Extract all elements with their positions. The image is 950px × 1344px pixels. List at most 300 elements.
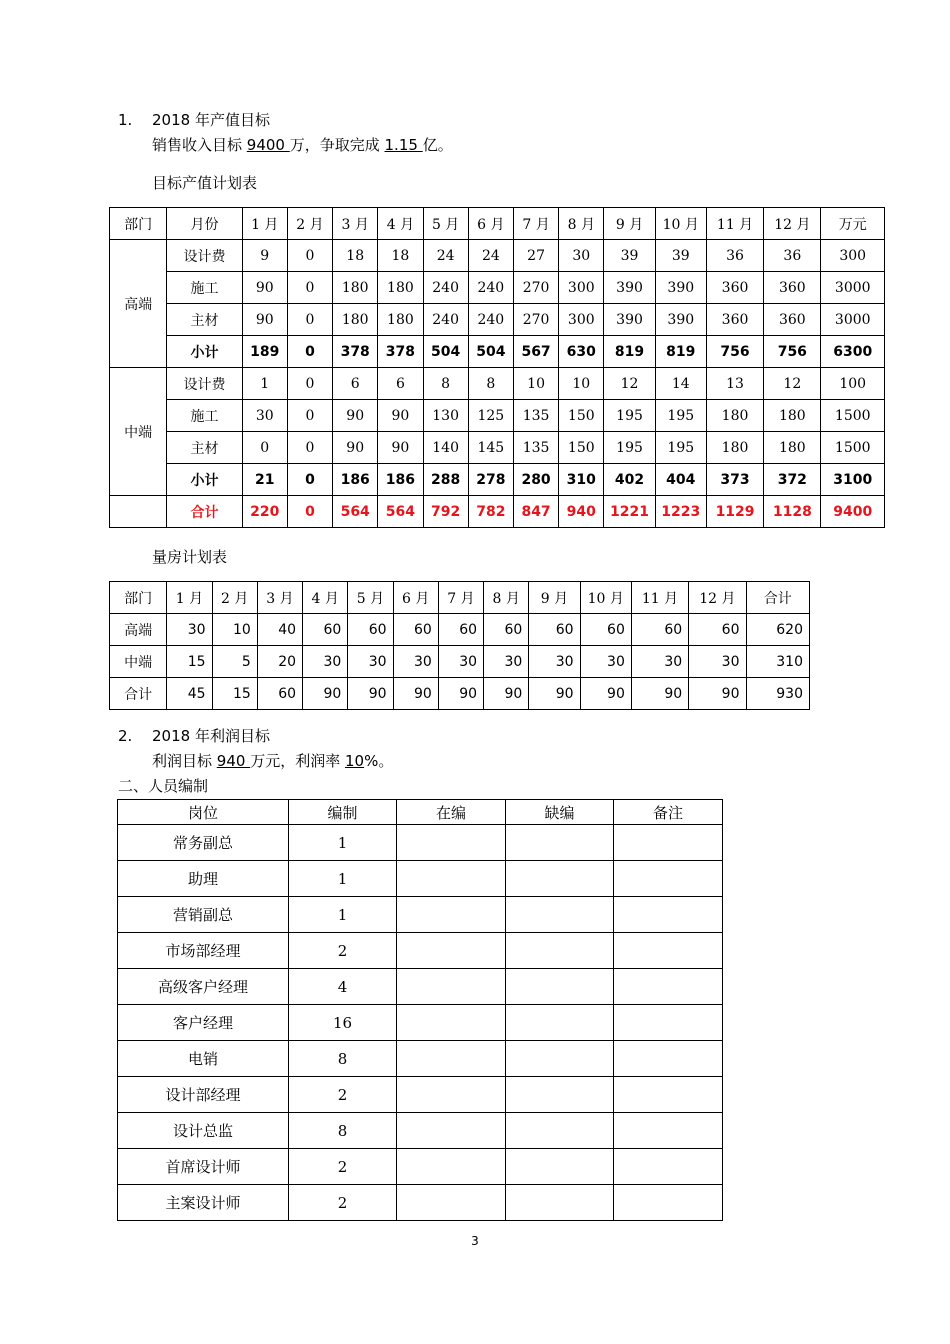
- section2-line: [152, 751, 393, 771]
- value-cell: 18: [333, 240, 378, 272]
- value-cell: 60: [529, 614, 580, 646]
- column-header: 9 月: [604, 208, 655, 240]
- table1-caption: 目标产值计划表: [152, 174, 258, 192]
- value-cell: 372: [764, 464, 821, 496]
- value-cell: 140: [423, 432, 468, 464]
- value-cell: 10: [559, 368, 604, 400]
- value-cell: 189: [242, 336, 287, 368]
- value-cell: 180: [333, 272, 378, 304]
- value-cell: 30: [689, 646, 746, 678]
- in-post-cell: [397, 897, 506, 933]
- table-row: [110, 678, 810, 710]
- value-cell: 940: [559, 496, 604, 528]
- remark-cell: [614, 861, 723, 897]
- value-cell: 27: [513, 240, 558, 272]
- value-cell: 195: [604, 400, 655, 432]
- remark-cell: [614, 969, 723, 1005]
- column-header: 10 月: [655, 208, 706, 240]
- value-cell: 10: [212, 614, 257, 646]
- value-cell: 3000: [821, 272, 885, 304]
- table-row: [110, 400, 885, 432]
- revenue-target: 9400: [246, 136, 290, 154]
- column-header: 万元: [821, 208, 885, 240]
- table-row: [118, 1005, 723, 1041]
- column-header: 编制: [289, 800, 397, 825]
- value-cell: 30: [242, 400, 287, 432]
- value-cell: 60: [303, 614, 348, 646]
- table-row: [118, 1149, 723, 1185]
- value-cell: 1129: [706, 496, 763, 528]
- value-cell: 390: [604, 304, 655, 336]
- value-cell: 504: [423, 336, 468, 368]
- value-cell: 60: [438, 614, 483, 646]
- value-cell: 12: [604, 368, 655, 400]
- column-header: 2 月: [212, 582, 257, 614]
- quota-cell: 8: [289, 1113, 397, 1149]
- value-cell: 145: [468, 432, 513, 464]
- quota-cell: 8: [289, 1041, 397, 1077]
- value-cell: 819: [604, 336, 655, 368]
- value-cell: 402: [604, 464, 655, 496]
- value-cell: 3100: [821, 464, 885, 496]
- value-cell: 20: [257, 646, 302, 678]
- table-header-row: [110, 582, 810, 614]
- value-cell: 60: [631, 614, 688, 646]
- profit-label: 利润目标: [152, 752, 217, 770]
- post-cell: 设计部经理: [118, 1077, 289, 1113]
- vacancy-cell: [506, 1041, 614, 1077]
- in-post-cell: [397, 1005, 506, 1041]
- row-label: 主材: [167, 432, 242, 464]
- value-cell: 12: [764, 368, 821, 400]
- value-cell: 270: [513, 272, 558, 304]
- table-header-row: [110, 208, 885, 240]
- quota-cell: 16: [289, 1005, 397, 1041]
- column-header: 6 月: [393, 582, 438, 614]
- value-cell: 300: [821, 240, 885, 272]
- value-cell: 8: [468, 368, 513, 400]
- value-cell: 280: [513, 464, 558, 496]
- value-cell: 756: [706, 336, 763, 368]
- table-row: [118, 861, 723, 897]
- value-cell: 90: [484, 678, 529, 710]
- in-post-cell: [397, 825, 506, 861]
- value-cell: 30: [631, 646, 688, 678]
- section1-number: 1.: [118, 111, 133, 129]
- in-post-cell: [397, 1041, 506, 1077]
- table-row: [118, 1077, 723, 1113]
- value-cell: 135: [513, 400, 558, 432]
- value-cell: 1: [242, 368, 287, 400]
- value-cell: 90: [393, 678, 438, 710]
- value-cell: 90: [378, 400, 423, 432]
- post-cell: 助理: [118, 861, 289, 897]
- vacancy-cell: [506, 1113, 614, 1149]
- value-cell: 180: [706, 400, 763, 432]
- column-header: 4 月: [303, 582, 348, 614]
- value-cell: 15: [167, 646, 212, 678]
- dept-cell: 合计: [110, 678, 167, 710]
- vacancy-cell: [506, 1077, 614, 1113]
- column-header: 合计: [746, 582, 810, 614]
- vacancy-cell: [506, 825, 614, 861]
- value-cell: 360: [706, 272, 763, 304]
- value-cell: 10: [513, 368, 558, 400]
- value-cell: 278: [468, 464, 513, 496]
- table-row: [118, 969, 723, 1005]
- value-cell: 9400: [821, 496, 885, 528]
- value-cell: 390: [655, 304, 706, 336]
- value-cell: 39: [655, 240, 706, 272]
- column-header: 7 月: [513, 208, 558, 240]
- value-cell: 300: [559, 304, 604, 336]
- value-cell: 60: [580, 614, 631, 646]
- column-header: 4 月: [378, 208, 423, 240]
- in-post-cell: [397, 1077, 506, 1113]
- value-cell: 792: [423, 496, 468, 528]
- in-post-cell: [397, 1149, 506, 1185]
- row-label: 设计费: [167, 368, 242, 400]
- value-cell: 240: [423, 272, 468, 304]
- section2-number: 2.: [118, 727, 133, 745]
- dept-cell: 中端: [110, 368, 167, 496]
- column-header: 在编: [397, 800, 506, 825]
- dept-cell: 高端: [110, 614, 167, 646]
- value-cell: 90: [631, 678, 688, 710]
- value-cell: 45: [167, 678, 212, 710]
- dept-cell: [110, 496, 167, 528]
- value-cell: 180: [706, 432, 763, 464]
- value-cell: 186: [378, 464, 423, 496]
- value-cell: 180: [378, 272, 423, 304]
- value-cell: 30: [167, 614, 212, 646]
- row-label: 小计: [167, 336, 242, 368]
- value-cell: 0: [287, 496, 332, 528]
- value-cell: 6: [378, 368, 423, 400]
- profit-rate: 10: [344, 752, 365, 770]
- profit-mid: 万元，利润率: [250, 752, 345, 770]
- table-header-row: [118, 800, 723, 825]
- value-cell: 819: [655, 336, 706, 368]
- value-cell: 0: [287, 336, 332, 368]
- table2-caption: 量房计划表: [152, 548, 228, 566]
- vacancy-cell: [506, 1185, 614, 1221]
- vacancy-cell: [506, 1005, 614, 1041]
- value-cell: 9: [242, 240, 287, 272]
- value-cell: 404: [655, 464, 706, 496]
- column-header: 岗位: [118, 800, 289, 825]
- value-cell: 195: [655, 400, 706, 432]
- value-cell: 5: [212, 646, 257, 678]
- value-cell: 0: [287, 240, 332, 272]
- in-post-cell: [397, 1113, 506, 1149]
- value-cell: 30: [303, 646, 348, 678]
- value-cell: 1128: [764, 496, 821, 528]
- value-cell: 186: [333, 464, 378, 496]
- row-label: 小计: [167, 464, 242, 496]
- value-cell: 15: [212, 678, 257, 710]
- value-cell: 18: [378, 240, 423, 272]
- total-row: [110, 496, 885, 528]
- table-row: [118, 1185, 723, 1221]
- value-cell: 390: [655, 272, 706, 304]
- value-cell: 288: [423, 464, 468, 496]
- column-header: 8 月: [559, 208, 604, 240]
- vacancy-cell: [506, 933, 614, 969]
- value-cell: 30: [559, 240, 604, 272]
- table-row: [110, 464, 885, 496]
- table-row: [110, 336, 885, 368]
- table-row: [118, 1113, 723, 1149]
- column-header: 备注: [614, 800, 723, 825]
- profit-target: 940: [216, 752, 251, 770]
- quota-cell: 4: [289, 969, 397, 1005]
- section3-title: 二、人员编制: [118, 777, 209, 795]
- in-post-cell: [397, 933, 506, 969]
- quota-cell: 1: [289, 825, 397, 861]
- value-cell: 30: [393, 646, 438, 678]
- value-cell: 90: [333, 400, 378, 432]
- value-cell: 39: [604, 240, 655, 272]
- value-cell: 21: [242, 464, 287, 496]
- value-cell: 1221: [604, 496, 655, 528]
- row-label: 施工: [167, 272, 242, 304]
- column-header: 7 月: [438, 582, 483, 614]
- measure-plan-table: [109, 581, 810, 710]
- quota-cell: 1: [289, 897, 397, 933]
- column-header: 10 月: [580, 582, 631, 614]
- section1-title: 2018 年产值目标: [152, 111, 270, 129]
- value-cell: 180: [378, 304, 423, 336]
- value-cell: 90: [303, 678, 348, 710]
- value-cell: 0: [242, 432, 287, 464]
- value-cell: 90: [242, 304, 287, 336]
- quota-cell: 2: [289, 933, 397, 969]
- remark-cell: [614, 1113, 723, 1149]
- remark-cell: [614, 1185, 723, 1221]
- remark-cell: [614, 897, 723, 933]
- quota-cell: 1: [289, 861, 397, 897]
- column-header: 3 月: [257, 582, 302, 614]
- table-row: [118, 825, 723, 861]
- value-cell: 1500: [821, 432, 885, 464]
- value-cell: 150: [559, 432, 604, 464]
- table-row: [110, 614, 810, 646]
- value-cell: 360: [706, 304, 763, 336]
- row-label: 合计: [167, 496, 242, 528]
- post-cell: 主案设计师: [118, 1185, 289, 1221]
- revenue-suffix: 亿。: [422, 136, 453, 154]
- post-cell: 客户经理: [118, 1005, 289, 1041]
- row-label: 施工: [167, 400, 242, 432]
- quota-cell: 2: [289, 1149, 397, 1185]
- value-cell: 60: [484, 614, 529, 646]
- value-cell: 6: [333, 368, 378, 400]
- in-post-cell: [397, 969, 506, 1005]
- value-cell: 1223: [655, 496, 706, 528]
- value-cell: 195: [604, 432, 655, 464]
- value-cell: 13: [706, 368, 763, 400]
- value-cell: 240: [423, 304, 468, 336]
- column-header: 2 月: [287, 208, 332, 240]
- value-cell: 567: [513, 336, 558, 368]
- value-cell: 135: [513, 432, 558, 464]
- remark-cell: [614, 1041, 723, 1077]
- column-header: 6 月: [468, 208, 513, 240]
- vacancy-cell: [506, 1149, 614, 1185]
- value-cell: 30: [438, 646, 483, 678]
- vacancy-cell: [506, 861, 614, 897]
- section1-line: [152, 135, 453, 155]
- revenue-label: 销售收入目标: [152, 136, 247, 154]
- table-row: [110, 304, 885, 336]
- value-cell: 60: [393, 614, 438, 646]
- column-header: 1 月: [242, 208, 287, 240]
- dept-cell: 高端: [110, 240, 167, 368]
- value-cell: 150: [559, 400, 604, 432]
- value-cell: 0: [287, 368, 332, 400]
- column-header: 5 月: [348, 582, 393, 614]
- value-cell: 300: [559, 272, 604, 304]
- remark-cell: [614, 1005, 723, 1041]
- post-cell: 营销副总: [118, 897, 289, 933]
- value-cell: 90: [529, 678, 580, 710]
- value-cell: 90: [378, 432, 423, 464]
- value-cell: 220: [242, 496, 287, 528]
- value-cell: 310: [746, 646, 810, 678]
- value-cell: 847: [513, 496, 558, 528]
- in-post-cell: [397, 1185, 506, 1221]
- value-cell: 36: [764, 240, 821, 272]
- value-cell: 60: [689, 614, 746, 646]
- value-cell: 360: [764, 272, 821, 304]
- value-cell: 373: [706, 464, 763, 496]
- value-cell: 270: [513, 304, 558, 336]
- staffing-table: [117, 799, 723, 1221]
- value-cell: 30: [529, 646, 580, 678]
- value-cell: 564: [333, 496, 378, 528]
- quota-cell: 2: [289, 1185, 397, 1221]
- section2-title: 2018 年利润目标: [152, 727, 270, 745]
- vacancy-cell: [506, 969, 614, 1005]
- column-header: 部门: [110, 582, 167, 614]
- value-cell: 30: [348, 646, 393, 678]
- value-cell: 930: [746, 678, 810, 710]
- table-row: [118, 933, 723, 969]
- value-cell: 378: [333, 336, 378, 368]
- post-cell: 市场部经理: [118, 933, 289, 969]
- remark-cell: [614, 825, 723, 861]
- value-cell: 0: [287, 400, 332, 432]
- revenue-stretch: 1.15: [384, 136, 423, 154]
- post-cell: 高级客户经理: [118, 969, 289, 1005]
- value-cell: 390: [604, 272, 655, 304]
- value-cell: 0: [287, 432, 332, 464]
- value-cell: 360: [764, 304, 821, 336]
- value-cell: 378: [378, 336, 423, 368]
- value-cell: 0: [287, 464, 332, 496]
- value-cell: 756: [764, 336, 821, 368]
- value-cell: 100: [821, 368, 885, 400]
- column-header: 5 月: [423, 208, 468, 240]
- value-cell: 6300: [821, 336, 885, 368]
- value-cell: 0: [287, 272, 332, 304]
- column-header: 9 月: [529, 582, 580, 614]
- column-header: 12 月: [764, 208, 821, 240]
- value-cell: 240: [468, 304, 513, 336]
- column-header: 缺编: [506, 800, 614, 825]
- value-cell: 30: [580, 646, 631, 678]
- value-cell: 40: [257, 614, 302, 646]
- value-cell: 180: [764, 432, 821, 464]
- column-header: 8 月: [484, 582, 529, 614]
- column-header: 3 月: [333, 208, 378, 240]
- value-cell: 620: [746, 614, 810, 646]
- remark-cell: [614, 933, 723, 969]
- value-cell: 24: [468, 240, 513, 272]
- value-cell: 130: [423, 400, 468, 432]
- value-cell: 30: [484, 646, 529, 678]
- table-row: [110, 368, 885, 400]
- value-cell: 90: [689, 678, 746, 710]
- value-cell: 125: [468, 400, 513, 432]
- value-cell: 310: [559, 464, 604, 496]
- value-cell: 195: [655, 432, 706, 464]
- row-label: 主材: [167, 304, 242, 336]
- value-cell: 90: [580, 678, 631, 710]
- value-cell: 90: [438, 678, 483, 710]
- table-row: [110, 272, 885, 304]
- value-cell: 90: [333, 432, 378, 464]
- revenue-mid: 万，争取完成: [289, 136, 385, 154]
- value-cell: 0: [287, 304, 332, 336]
- page-number: 3: [471, 1234, 479, 1248]
- value-cell: 8: [423, 368, 468, 400]
- value-cell: 180: [764, 400, 821, 432]
- column-header: 12 月: [689, 582, 746, 614]
- value-cell: 60: [257, 678, 302, 710]
- table-row: [110, 240, 885, 272]
- profit-suffix: %。: [364, 752, 394, 770]
- value-cell: 564: [378, 496, 423, 528]
- column-header: 1 月: [167, 582, 212, 614]
- column-header: 月份: [167, 208, 242, 240]
- value-cell: 24: [423, 240, 468, 272]
- column-header: 部门: [110, 208, 167, 240]
- output-plan-table: [109, 207, 885, 528]
- table-row: [110, 432, 885, 464]
- column-header: 11 月: [706, 208, 763, 240]
- value-cell: 504: [468, 336, 513, 368]
- in-post-cell: [397, 861, 506, 897]
- table-row: [118, 897, 723, 933]
- post-cell: 设计总监: [118, 1113, 289, 1149]
- post-cell: 首席设计师: [118, 1149, 289, 1185]
- remark-cell: [614, 1077, 723, 1113]
- table-row: [118, 1041, 723, 1077]
- value-cell: 180: [333, 304, 378, 336]
- value-cell: 630: [559, 336, 604, 368]
- vacancy-cell: [506, 897, 614, 933]
- value-cell: 14: [655, 368, 706, 400]
- row-label: 设计费: [167, 240, 242, 272]
- remark-cell: [614, 1149, 723, 1185]
- post-cell: 常务副总: [118, 825, 289, 861]
- dept-cell: 中端: [110, 646, 167, 678]
- value-cell: 90: [242, 272, 287, 304]
- post-cell: 电销: [118, 1041, 289, 1077]
- value-cell: 90: [348, 678, 393, 710]
